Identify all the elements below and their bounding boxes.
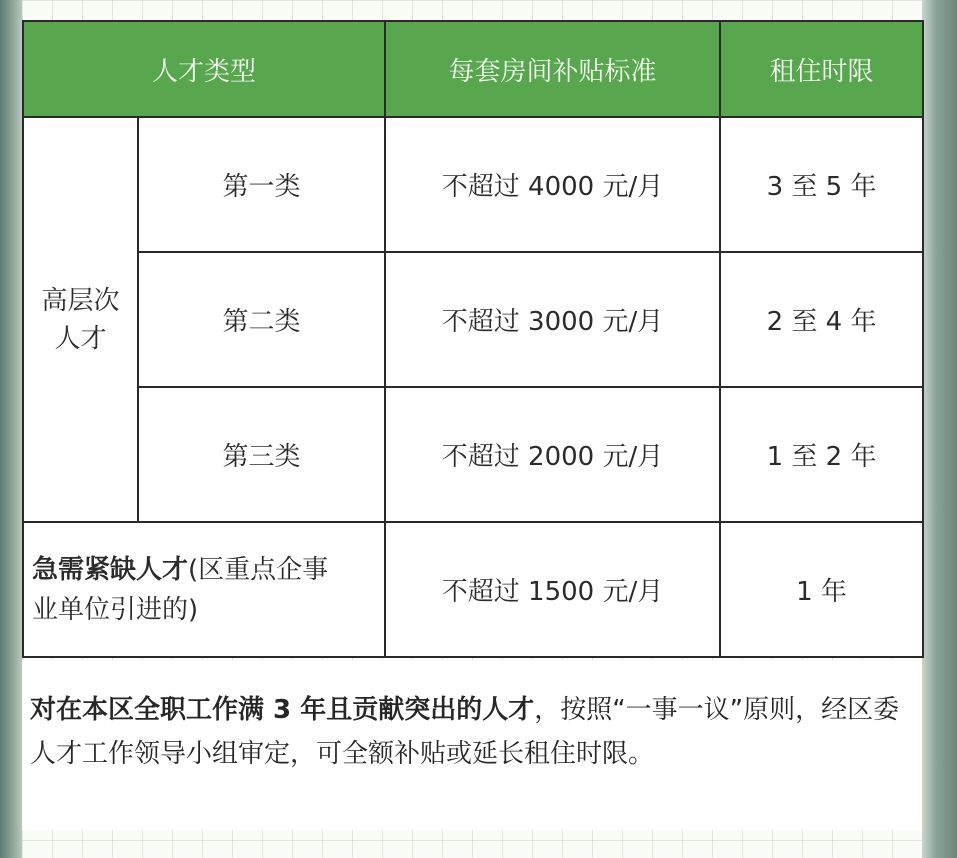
policy-note-box bbox=[22, 660, 922, 830]
grid-paper-top bbox=[22, 0, 922, 20]
subsidy-cell: 不超过 3000 元/月 bbox=[385, 252, 720, 387]
urgent-talent-label bbox=[23, 522, 385, 657]
subsidy-cell: 不超过 4000 元/月 bbox=[385, 117, 720, 252]
photo-frame-left bbox=[0, 0, 22, 858]
term-cell: 2 至 4 年 bbox=[720, 252, 923, 387]
table-row bbox=[23, 387, 923, 522]
header-rental-term: 租住时限 bbox=[720, 21, 923, 117]
subsidy-cell: 不超过 2000 元/月 bbox=[385, 387, 720, 522]
category-cell: 第二类 bbox=[138, 252, 385, 387]
urgent-label-line2: 业单位引进的) bbox=[32, 594, 199, 625]
high-level-label-line1: 高层次 bbox=[41, 285, 120, 316]
table-header-row bbox=[23, 21, 923, 117]
header-talent-type: 人才类型 bbox=[23, 21, 385, 117]
document-page bbox=[22, 0, 922, 858]
term-cell: 3 至 5 年 bbox=[720, 117, 923, 252]
high-level-talent-label bbox=[23, 117, 138, 522]
urgent-label-rest: (区重点企事 bbox=[188, 554, 329, 585]
policy-note-bold: 对在本区全职工作满 3 年且贡献突出的人才 bbox=[30, 695, 535, 725]
term-cell: 1 至 2 年 bbox=[720, 387, 923, 522]
table-row bbox=[23, 252, 923, 387]
table-row-urgent bbox=[23, 522, 923, 657]
policy-note bbox=[30, 688, 910, 776]
photo-frame-right bbox=[922, 0, 957, 858]
header-subsidy-standard: 每套房间补贴标准 bbox=[385, 21, 720, 117]
high-level-label-line2: 人才 bbox=[54, 323, 107, 354]
category-cell: 第三类 bbox=[138, 387, 385, 522]
grid-paper-bottom bbox=[22, 830, 922, 858]
term-cell: 1 年 bbox=[720, 522, 923, 657]
policy-note-rest: ，按照“一事一议”原则，经区委人才工作领导小组审定，可全额补贴或延长租住时限。 bbox=[30, 695, 900, 769]
category-cell: 第一类 bbox=[138, 117, 385, 252]
table-row bbox=[23, 117, 923, 252]
talent-housing-subsidy-table bbox=[22, 20, 924, 658]
urgent-label-bold: 急需紧缺人才 bbox=[32, 554, 189, 585]
subsidy-cell: 不超过 1500 元/月 bbox=[385, 522, 720, 657]
